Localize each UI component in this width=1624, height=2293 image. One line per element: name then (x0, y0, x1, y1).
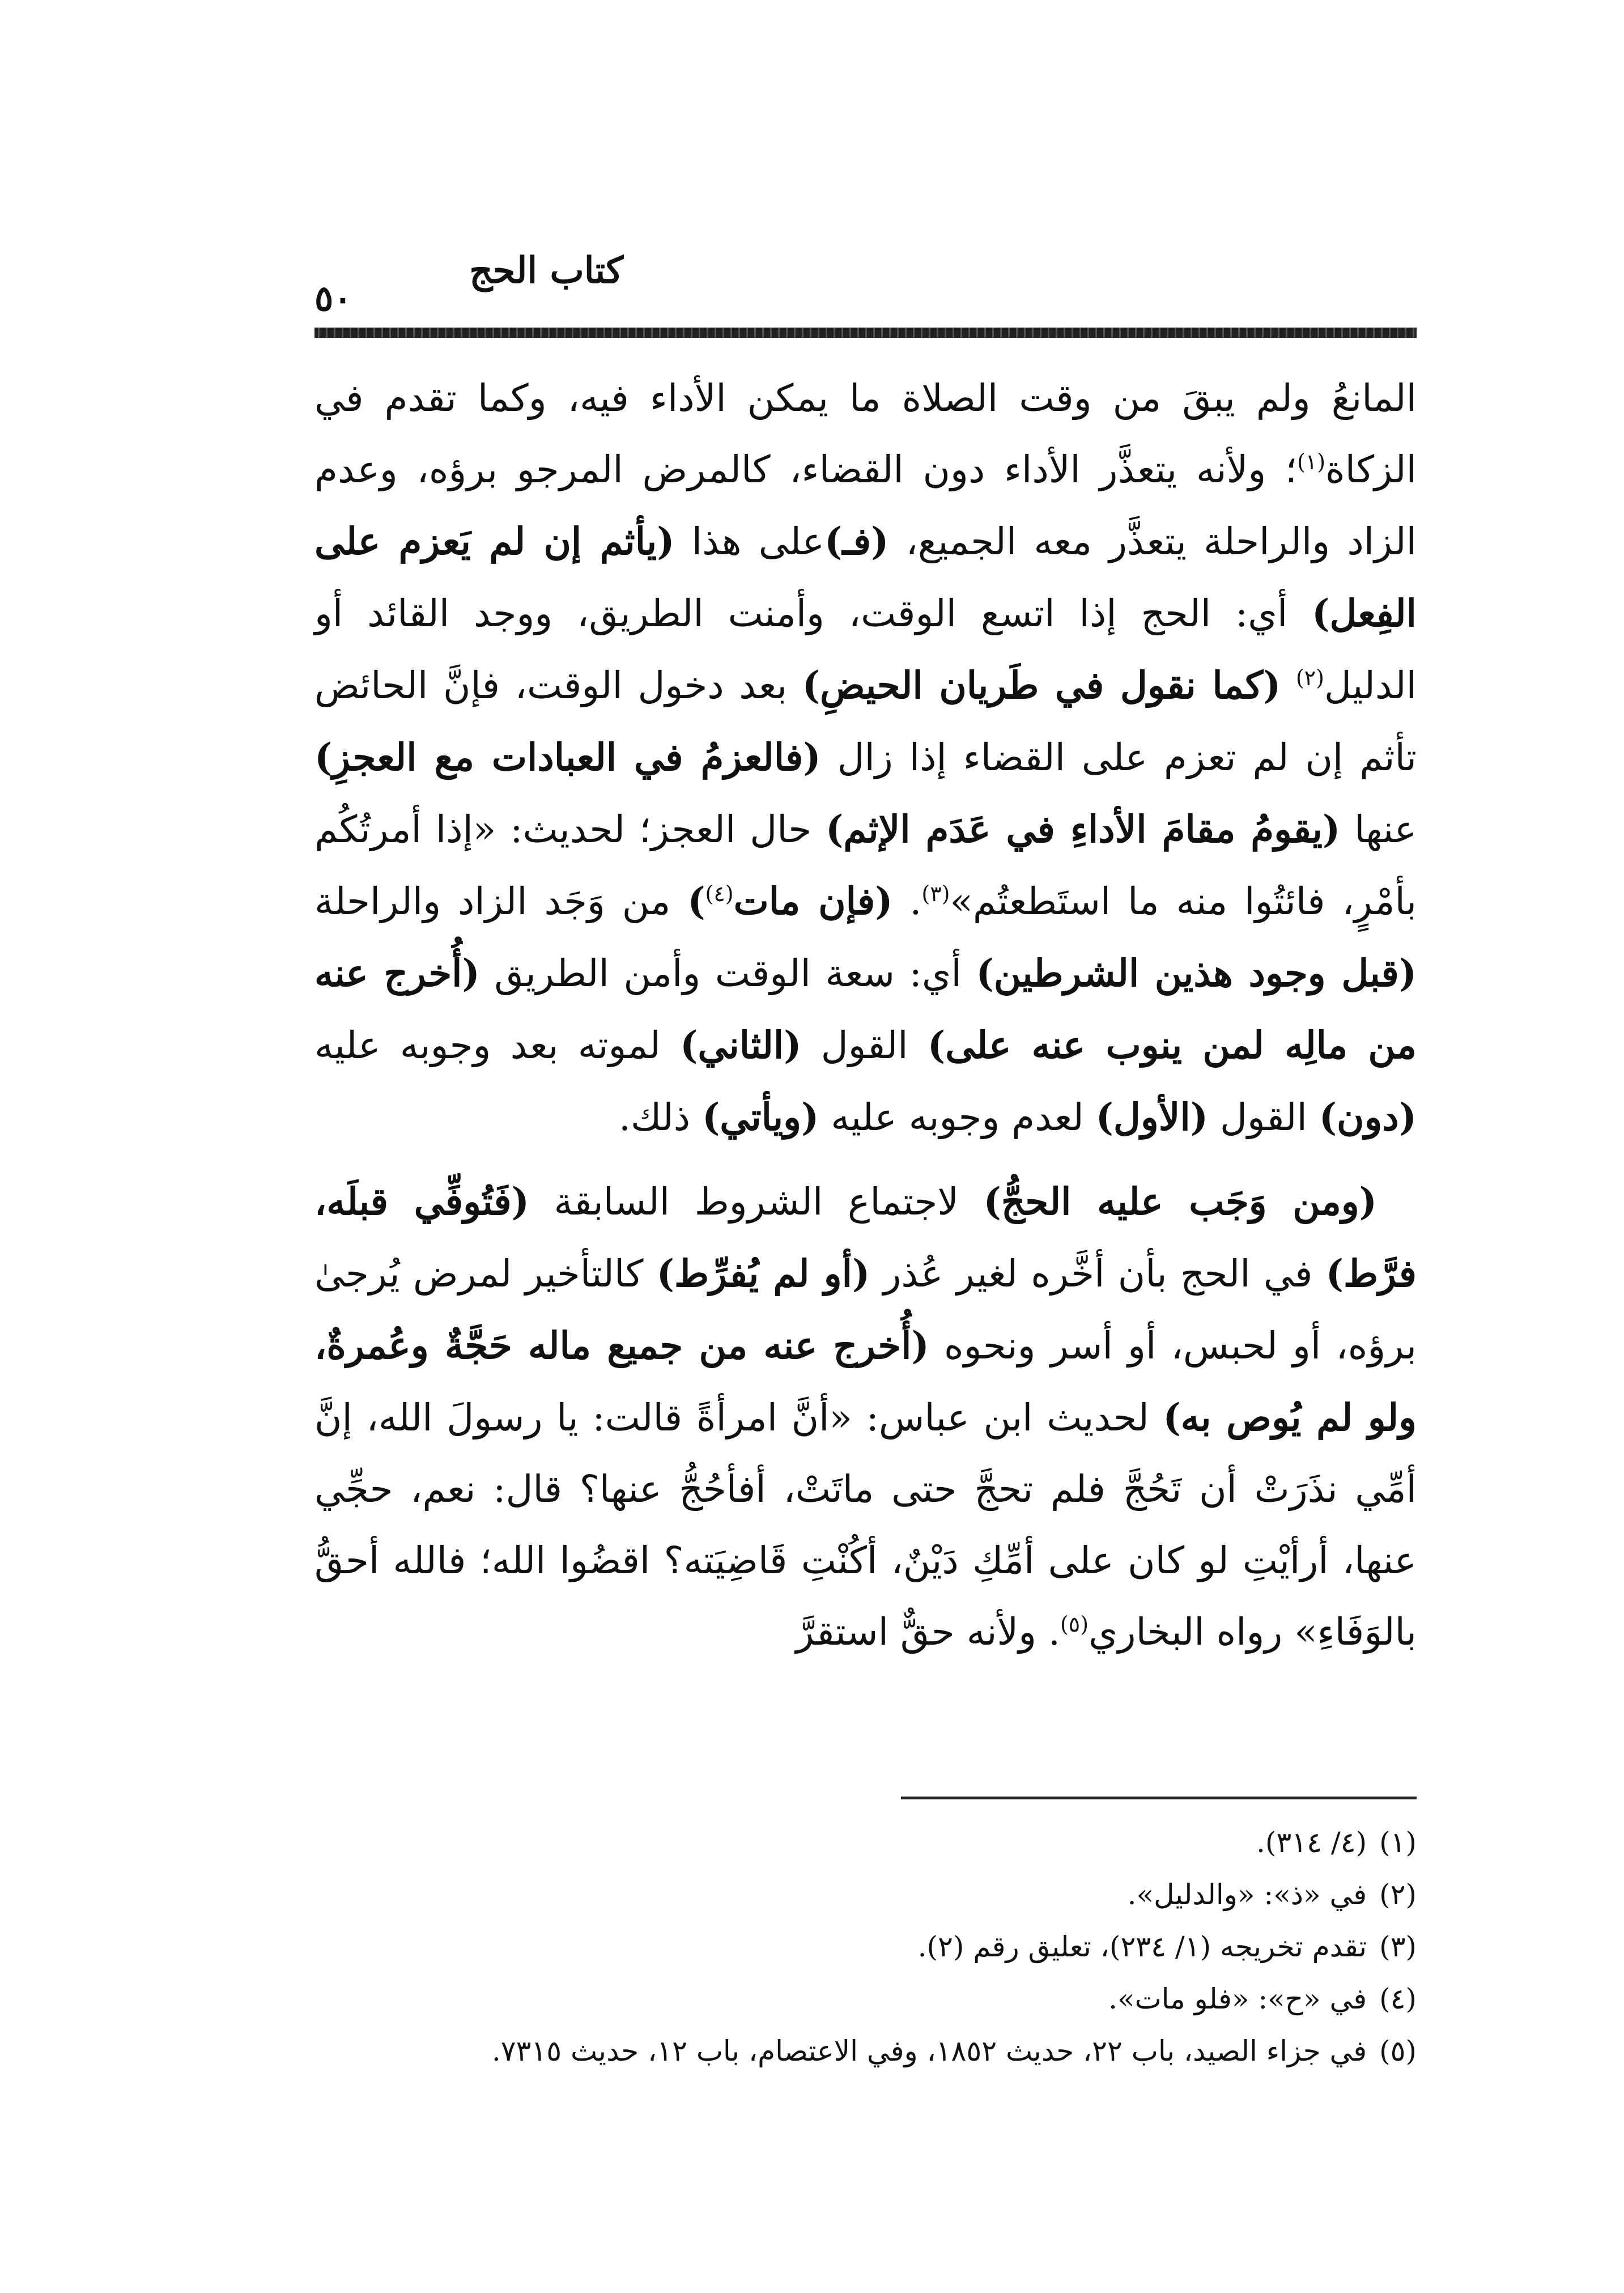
footnote-number: (٥) (1379, 2035, 1417, 2067)
footnote-3 (314, 1921, 1417, 1973)
text-run: ذلك. (618, 1095, 703, 1139)
bold-run: (الثاني) (680, 1023, 802, 1067)
footnote-text: تقدم تخريجه (١/ ٢٣٤)، تعليق رقم (٢). (917, 1930, 1367, 1963)
header-rule (314, 328, 1417, 338)
footnote-number: (٤) (1379, 1982, 1417, 2015)
footnote-2 (314, 1869, 1417, 1921)
bold-run: (كما نقول في طَريان الحيضِ) (802, 663, 1281, 707)
text-run: حال العجز؛ لحديث: «إذا أمرتُكُم بأمْرٍ، فائتُوا منه ما استَطعتُم» (314, 808, 1417, 923)
footnotes (314, 1816, 1417, 2077)
footnote-ref-1: (١) (1296, 449, 1326, 474)
text-run: القول (801, 1024, 928, 1067)
text-run: بعد دخول الوقت، فإنَّ الحائض تأثم إن لم تعزم على القضاء إذا زال (314, 664, 1417, 779)
text-run (1281, 664, 1296, 707)
bold-run: (أُخرج عنه من مالِه لمن ينوب عنه على) (314, 951, 1417, 1067)
body-text (314, 363, 1417, 1668)
bold-run: (ويأتي) (702, 1095, 819, 1139)
text-run: المانعُ ولم يبقَ من وقت الصلاة ما يمكن الأداء فيه، وكما تقدم في الزكاة (314, 376, 1417, 491)
text-run: لموته بعد وجوبه عليه (314, 1024, 681, 1067)
text-run: كالتأخير لمرض يُرجىٰ برؤه، أو لحبس، أو أسر ونحوه (314, 1252, 1417, 1368)
text-run: لحديث ابن عباس: «أنَّ امرأةً قالت: يا رسولَ الله، إنَّ أمِّي نذَرَتْ أن تَحُجَّ فلم تحجَّ حتى ماتَتْ، أفأحُجُّ عنها؟ قال: نعم، حجِّي عنها، أرأيْتِ لو كان على أمِّكِ دَيْنٌ، أكُنْتِ قَاضِيَته؟ اقضُوا الله؛ فالله أحقُّ بالوَفَاءِ» رواه البخاري (314, 1396, 1417, 1654)
text-run: على هذا (674, 520, 824, 563)
page-number: ٥٠ (314, 278, 352, 319)
footnote-1 (314, 1816, 1417, 1869)
bold-run: (قبل وجود هذين الشرطين) (976, 951, 1417, 995)
footnote-text: في جزاء الصيد، باب ٢٢، حديث ١٨٥٢، وفي الاعتصام، باب ١٢، حديث ٧٣١٥. (491, 2035, 1367, 2067)
bold-run: (فإن مات (733, 879, 893, 923)
bold-run: (فَتُوفِّي قبلَه، فرَّط) (314, 1179, 1417, 1296)
bold-run: (أو لم يُفرِّط) (656, 1251, 870, 1296)
text-run: ؛ ولأنه يتعذَّر الأداء دون القضاء، كالمرض المرجو برؤه، وعدم الزاد والراحلة يتعذَّر معه الجميع، (314, 448, 1417, 563)
text-run: . (892, 880, 922, 923)
bold-run: (دون) (1319, 1095, 1417, 1139)
text-run: في الحج بأن أخَّره لغير عُذر (870, 1252, 1326, 1296)
bold-run: (الأول) (1095, 1095, 1208, 1139)
bold-run: (يقومُ مقامَ الأداءِ في عَدَم الإثم) (826, 807, 1341, 851)
header-title: كتاب الحج (469, 249, 623, 292)
page-header (314, 249, 1417, 317)
footnote-text: في «ح»: «فلو مات». (1108, 1982, 1367, 2015)
footnote-ref-3: (٣) (921, 881, 950, 906)
footnote-text: في «ذ»: «والدليل». (1127, 1878, 1367, 1911)
text-run: عنها (1340, 808, 1417, 851)
footnote-4 (314, 1973, 1417, 2025)
bold-run: (يأثم إن لم يَعزم على الفِعل) (314, 519, 1417, 635)
text-run: من وَجَد الزاد والراحلة (314, 880, 688, 923)
text-run: أي: سعة الوقت وأمن الطريق (479, 952, 976, 995)
paragraph-1 (314, 363, 1417, 1153)
text-run: لعدم وجوبه عليه (819, 1095, 1096, 1139)
bold-run: (فالعزمُ في العبادات مع العجزِ) (314, 735, 821, 779)
bold-run: (فـ) (824, 519, 889, 563)
footnote-ref-4: (٤) (705, 881, 734, 906)
bold-run: (ومن وَجَب عليه الحجُّ) (983, 1179, 1377, 1224)
footnote-number: (٣) (1379, 1930, 1417, 1963)
footnote-divider (901, 1797, 1417, 1799)
text-run: . ولأنه حقٌّ استقرَّ (796, 1610, 1060, 1654)
text-run: القول (1208, 1095, 1319, 1139)
footnote-number: (٢) (1379, 1878, 1417, 1911)
footnote-text: (٤/ ٣١٤). (1256, 1826, 1367, 1859)
footnote-ref-2: (٢) (1295, 665, 1324, 690)
text-run: أي: الحج إذا اتسع الوقت، وأمنت الطريق، ووجد القائد أو الدليل (314, 592, 1417, 707)
bold-run: ) (687, 879, 705, 923)
footnote-number: (١) (1379, 1826, 1417, 1859)
text-run: لاجتماع الشروط السابقة (529, 1180, 984, 1224)
footnote-5 (314, 2025, 1417, 2077)
bold-run: (أُخرج عنه من جميع ماله حَجَّةٌ وعُمرةٌ، ولو لم يُوص به) (314, 1323, 1417, 1440)
paragraph-2 (314, 1166, 1417, 1668)
footnote-ref-5: (٥) (1060, 1612, 1089, 1637)
